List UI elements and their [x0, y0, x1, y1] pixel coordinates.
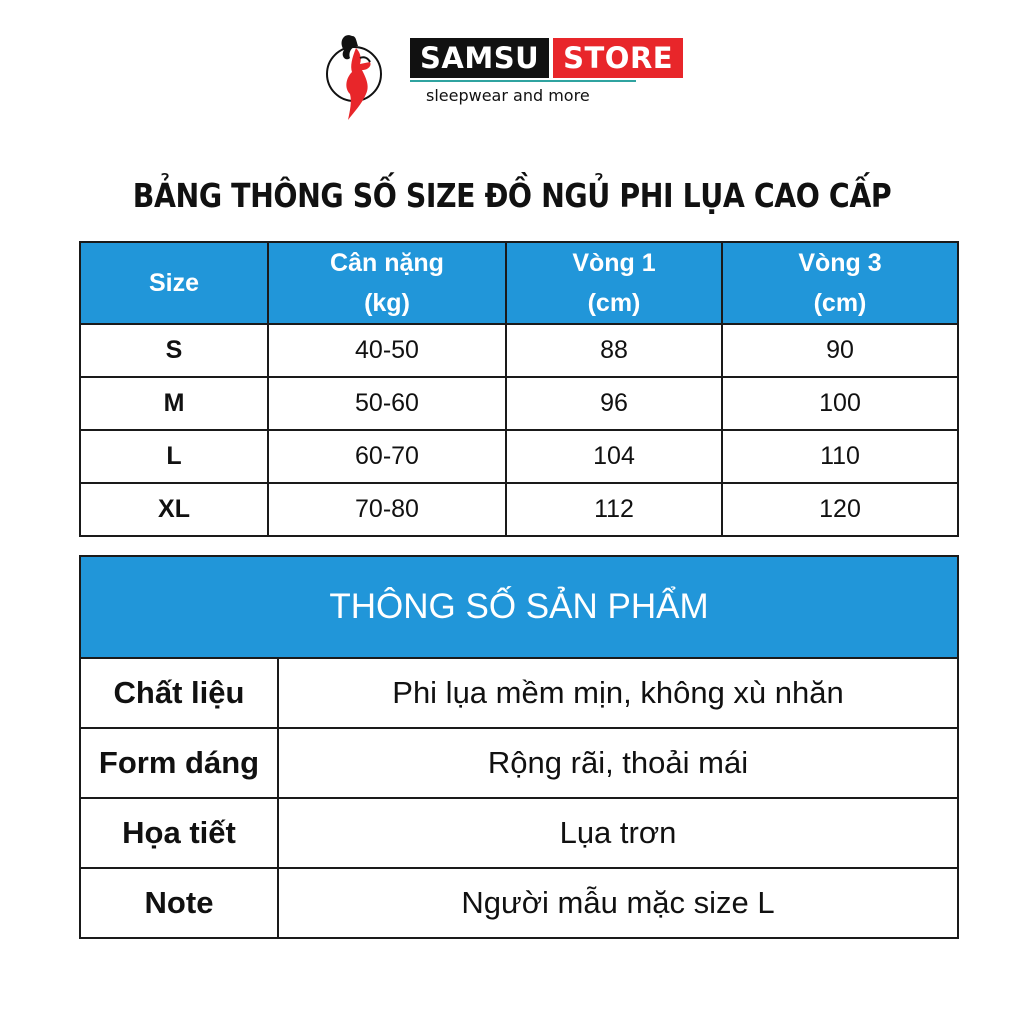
table-row: [80, 324, 958, 377]
size-cell: S: [80, 324, 268, 377]
product-spec-table: [79, 555, 959, 939]
spec-table-header: THÔNG SỐ SẢN PHẨM: [80, 556, 958, 658]
bust-cell: 104: [506, 430, 722, 483]
table-row: [80, 483, 958, 536]
tagline: sleepwear and more: [426, 86, 590, 105]
table-row: [80, 798, 958, 868]
hip-cell: 110: [722, 430, 958, 483]
size-cell: L: [80, 430, 268, 483]
spec-label: Họa tiết: [80, 798, 278, 868]
header-hip: Vòng 3 (cm): [722, 242, 958, 324]
table-row: [80, 377, 958, 430]
bust-cell: 96: [506, 377, 722, 430]
bust-cell: 88: [506, 324, 722, 377]
size-cell: M: [80, 377, 268, 430]
header-bust: Vòng 1 (cm): [506, 242, 722, 324]
spec-label: Form dáng: [80, 728, 278, 798]
brand-left-text: SAMSU: [410, 38, 549, 78]
spec-value: Người mẫu mặc size L: [278, 868, 958, 938]
brand-logo: [326, 22, 674, 122]
spec-table-header-row: [80, 556, 958, 658]
header-size: Size: [80, 242, 268, 324]
header-weight: Cân nặng (kg): [268, 242, 506, 324]
bust-cell: 112: [506, 483, 722, 536]
weight-cell: 40-50: [268, 324, 506, 377]
table-row: [80, 430, 958, 483]
size-chart-table: [79, 241, 959, 537]
table-row: [80, 868, 958, 938]
woman-silhouette-icon: [326, 22, 386, 122]
table-row: [80, 658, 958, 728]
size-table-header-row: [80, 242, 958, 324]
weight-cell: 60-70: [268, 430, 506, 483]
size-cell: XL: [80, 483, 268, 536]
brand-right-text: STORE: [553, 38, 683, 78]
spec-label: Chất liệu: [80, 658, 278, 728]
weight-cell: 50-60: [268, 377, 506, 430]
weight-cell: 70-80: [268, 483, 506, 536]
hip-cell: 90: [722, 324, 958, 377]
table-row: [80, 728, 958, 798]
brand-name: [410, 38, 683, 78]
hip-cell: 120: [722, 483, 958, 536]
spec-label: Note: [80, 868, 278, 938]
tagline-underline: [410, 80, 636, 82]
page-title: BẢNG THÔNG SỐ SIZE ĐỒ NGỦ PHI LỤA CAO CẤP: [132, 176, 892, 215]
spec-value: Rộng rãi, thoải mái: [278, 728, 958, 798]
spec-value: Phi lụa mềm mịn, không xù nhăn: [278, 658, 958, 728]
hip-cell: 100: [722, 377, 958, 430]
spec-value: Lụa trơn: [278, 798, 958, 868]
